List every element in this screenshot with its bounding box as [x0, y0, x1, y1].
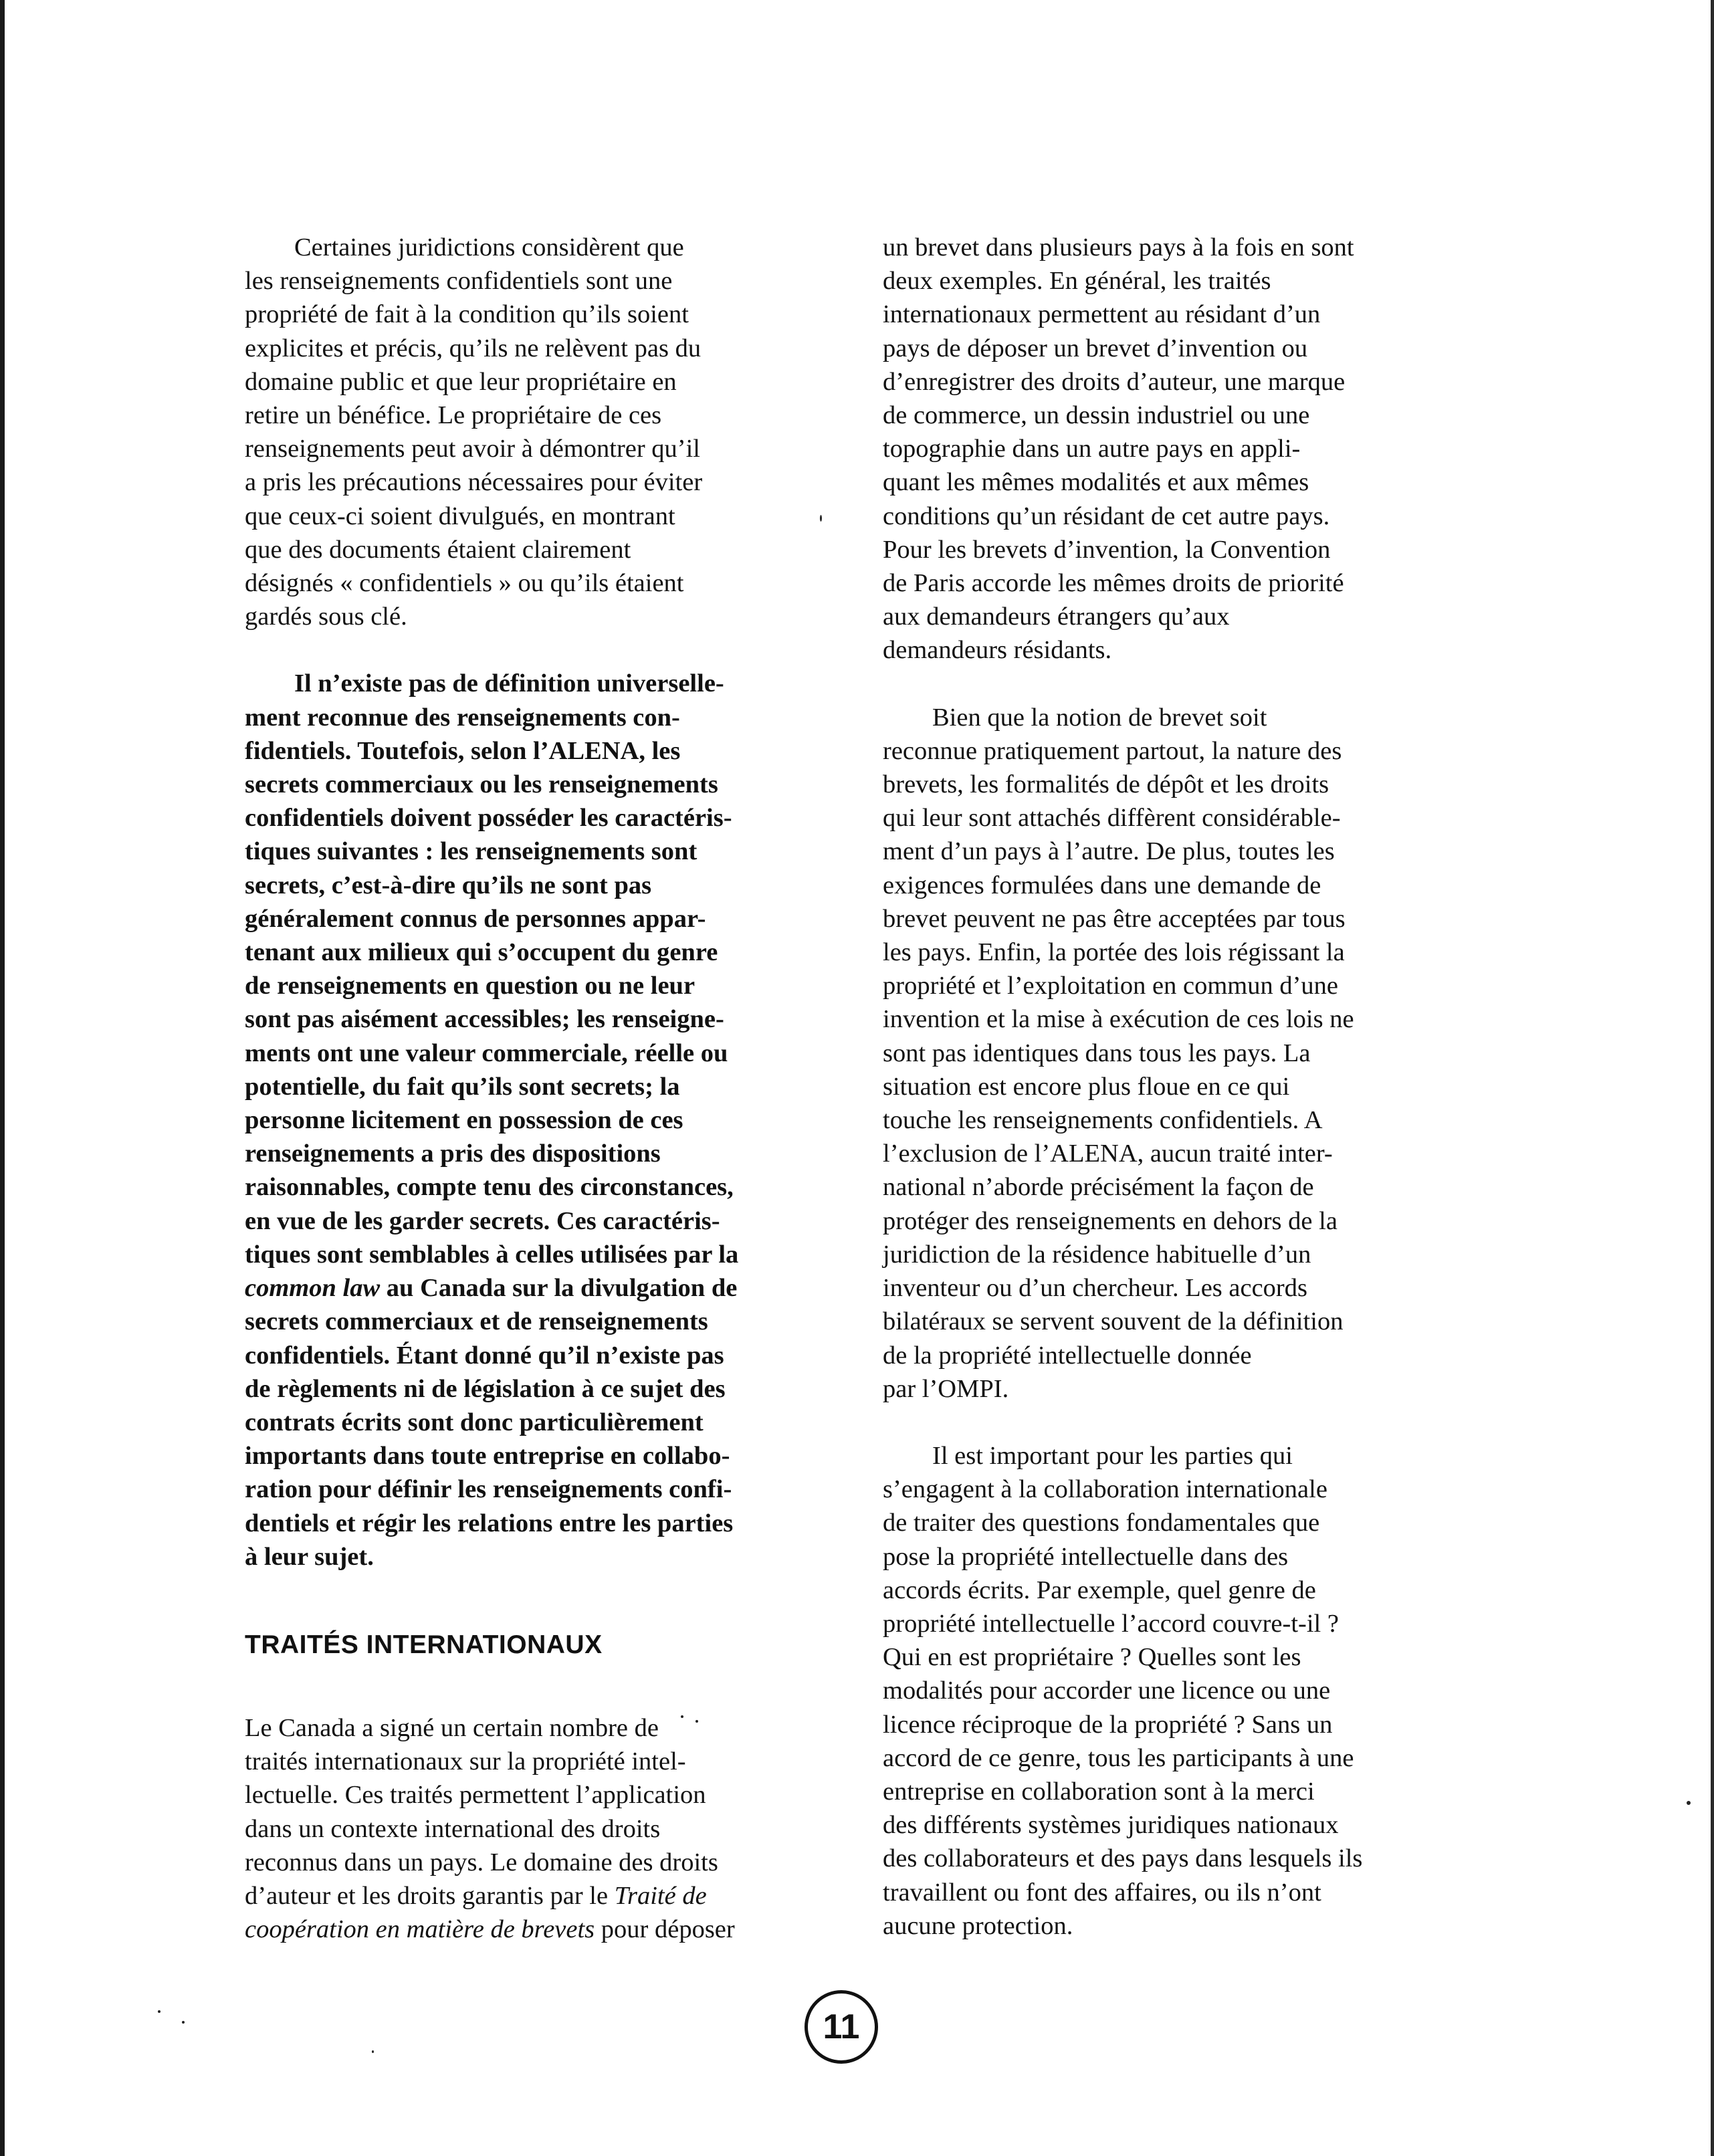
text-line: Pour les brevets d’invention, la Convention: [883, 535, 1331, 564]
text-line: Bien que la notion de brevet soit: [932, 703, 1267, 732]
text-line: Il est important pour les parties qui: [932, 1441, 1293, 1470]
text-line: retire un bénéfice. Le propriétaire de ces: [245, 401, 662, 430]
text-line: propriété intellectuelle l’accord couvre-t-il ?: [883, 1609, 1339, 1638]
text-line: travaillent ou font des affaires, ou ils n’ont: [883, 1878, 1321, 1907]
text-line: secrets, c’est-à-dire qu’ils ne sont pas: [245, 871, 652, 899]
text-line: brevets, les formalités de dépôt et les droits: [883, 770, 1329, 799]
text-line: demandeurs résidants.: [883, 636, 1112, 665]
text-line: ment d’un pays à l’autre. De plus, toutes les: [883, 837, 1335, 866]
text-line: dans un contexte international des droits: [245, 1814, 661, 1843]
text-line: domaine public et que leur propriétaire en: [245, 367, 677, 396]
text-line: traités internationaux sur la propriété intel-: [245, 1747, 686, 1776]
text-line: national n’aborde précisément la façon de: [883, 1173, 1314, 1202]
text-line: Certaines juridictions considèrent que: [294, 233, 684, 261]
text-line: tenant aux milieux qui s’occupent du genre: [245, 938, 718, 967]
text-line: s’engagent à la collaboration internationale: [883, 1475, 1327, 1504]
scan-speck: [820, 515, 822, 522]
text-line: que ceux-ci soient divulgués, en montrant: [245, 502, 675, 530]
right-column: [883, 231, 1455, 1943]
text-line: les pays. Enfin, la portée des lois régissant la: [883, 938, 1345, 967]
scan-speck: [1687, 1801, 1691, 1805]
paragraph-international-treaties: [245, 1711, 820, 1946]
text-line: ration pour définir les renseignements confi-: [245, 1475, 732, 1504]
text-line: fidentiels. Toutefois, selon l’ALENA, les: [245, 736, 681, 765]
text-line: qui leur sont attachés diffèrent considérable-: [883, 804, 1341, 833]
italic-treaty-title: Traité de: [614, 1881, 707, 1910]
text-line: de traiter des questions fondamentales que: [883, 1509, 1320, 1537]
text-line: propriété et l’exploitation en commun d’une: [883, 972, 1339, 1000]
text-line: secrets commerciaux et de renseignements: [245, 1307, 708, 1336]
page-number: 11: [823, 2008, 860, 2046]
text-line: importants dans toute entreprise en collabo-: [245, 1442, 730, 1471]
text-line: Il n’existe pas de définition universelle-: [294, 669, 724, 698]
text-line: tiques suivantes : les renseignements sont: [245, 837, 698, 866]
text-line: renseignements peut avoir à démontrer qu’il: [245, 435, 701, 463]
text-line: brevet peuvent ne pas être acceptées par tous: [883, 904, 1346, 933]
italic-term-common-law: common law: [245, 1274, 381, 1303]
text-line: Qui en est propriétaire ? Quelles sont les: [883, 1643, 1301, 1672]
text-line-with-italic: [245, 1271, 820, 1305]
text-line: désignés « confidentiels » ou qu’ils étaient: [245, 569, 684, 598]
text-line: gardés sous clé.: [245, 603, 407, 631]
page-number-circle: [805, 1990, 878, 2064]
text-line: un brevet dans plusieurs pays à la fois en sont: [883, 233, 1354, 261]
text-line: Le Canada a signé un certain nombre de: [245, 1713, 659, 1742]
text-line: ment reconnue des renseignements con-: [245, 703, 680, 732]
text-line: explicites et précis, qu’ils ne relèvent pas du: [245, 334, 702, 362]
scan-border-right: [1711, 0, 1714, 2156]
text-line: entreprise en collaboration sont à la merci: [883, 1777, 1315, 1806]
text-line: les renseignements confidentiels sont une: [245, 267, 673, 296]
text-line: modalités pour accorder une licence ou une: [883, 1677, 1331, 1705]
text-line: par l’OMPI.: [883, 1374, 1009, 1403]
italic-treaty-title: coopération en matière de brevets: [245, 1915, 595, 1944]
text-line: a pris les précautions nécessaires pour éviter: [245, 468, 703, 497]
text-line: pose la propriété intellectuelle dans des: [883, 1542, 1289, 1571]
text-line: inventeur ou d’un chercheur. Les accords: [883, 1274, 1307, 1303]
text-line: à leur sujet.: [245, 1542, 374, 1571]
text-line: exigences formulées dans une demande de: [883, 871, 1321, 899]
text-line: sont pas aisément accessibles; les renseigne-: [245, 1005, 724, 1034]
text-line: que des documents étaient clairement: [245, 535, 631, 564]
text-line: contrats écrits sont donc particulièrement: [245, 1408, 704, 1436]
paragraph-patents: [883, 701, 1455, 1406]
scan-border-left: [0, 0, 5, 2156]
text-line: quant les mêmes modalités et aux mêmes: [883, 468, 1309, 497]
text-line: internationaux permettent au résidant d’un: [883, 300, 1321, 329]
text-line: ments ont une valeur commerciale, réelle ou: [245, 1039, 728, 1067]
text-line: raisonnables, compte tenu des circonstances,: [245, 1173, 734, 1202]
text-line: aucune protection.: [883, 1911, 1073, 1940]
text-fragment: au Canada sur la divulgation de: [380, 1274, 738, 1303]
text-line: confidentiels doivent posséder les caractéris-: [245, 804, 732, 833]
text-line: des collaborateurs et des pays dans lesquels ils: [883, 1844, 1363, 1873]
text-line: de Paris accorde les mêmes droits de priorité: [883, 569, 1344, 598]
text-line: propriété de fait à la condition qu’ils soient: [245, 300, 689, 329]
text-line: topographie dans un autre pays en appli-: [883, 435, 1301, 463]
text-line: potentielle, du fait qu’ils sont secrets; la: [245, 1072, 680, 1101]
text-line: juridiction de la résidence habituelle d’un: [883, 1240, 1311, 1269]
paragraph-written-agreements: [883, 1439, 1455, 1943]
text-line: de renseignements en question ou ne leur: [245, 972, 695, 1000]
text-line: d’enregistrer des droits d’auteur, une marque: [883, 367, 1346, 396]
scan-speck: [158, 2010, 160, 2013]
text-line: de règlements ni de législation à ce sujet des: [245, 1374, 726, 1403]
text-line: l’exclusion de l’ALENA, aucun traité inter-: [883, 1140, 1333, 1168]
text-line: lectuelle. Ces traités permettent l’application: [245, 1781, 706, 1810]
paragraph-treaty-examples: [883, 231, 1455, 667]
text-fragment: pour déposer: [595, 1915, 735, 1944]
text-line: licence réciproque de la propriété ? Sans un: [883, 1710, 1333, 1739]
text-line: aux demandeurs étrangers qu’aux: [883, 603, 1230, 631]
text-line: pays de déposer un brevet d’invention ou: [883, 334, 1308, 362]
section-heading: TRAITÉS INTERNATIONAUX: [245, 1630, 603, 1659]
text-line: conditions qu’un résidant de cet autre pays.: [883, 502, 1330, 530]
text-line-with-italic: [245, 1913, 820, 1946]
text-line: des différents systèmes juridiques nationaux: [883, 1811, 1339, 1840]
text-line: accord de ce genre, tous les participants à une: [883, 1743, 1354, 1772]
paragraph-confidential-info: [245, 231, 820, 633]
text-line: touche les renseignements confidentiels. A: [883, 1106, 1323, 1135]
text-line: sont pas identiques dans tous les pays. La: [883, 1039, 1311, 1067]
text-line: de commerce, un dessin industriel ou une: [883, 401, 1310, 430]
text-line: de la propriété intellectuelle donnée: [883, 1341, 1252, 1370]
text-line: personne licitement en possession de ces: [245, 1106, 683, 1135]
text-line: en vue de les garder secrets. Ces caractéris-: [245, 1206, 720, 1235]
text-fragment: d’auteur et les droits garantis par le: [245, 1881, 615, 1910]
text-line: protéger des renseignements en dehors de la: [883, 1206, 1337, 1235]
text-line: généralement connus de personnes appar-: [245, 904, 706, 933]
scan-speck: [372, 2050, 374, 2053]
text-line: invention et la mise à exécution de ces lois ne: [883, 1005, 1354, 1034]
text-line: confidentiels. Étant donné qu’il n’existe pas: [245, 1341, 724, 1370]
text-line: dentiels et régir les relations entre les parties: [245, 1509, 734, 1537]
text-line: reconnue pratiquement partout, la nature des: [883, 736, 1342, 765]
text-line: accords écrits. Par exemple, quel genre de: [883, 1576, 1316, 1604]
text-line: deux exemples. En général, les traités: [883, 267, 1271, 296]
text-line: reconnus dans un pays. Le domaine des droits: [245, 1848, 718, 1876]
text-line: tiques sont semblables à celles utilisées par la: [245, 1240, 739, 1269]
text-line: situation est encore plus floue en ce qui: [883, 1072, 1290, 1101]
left-column: [245, 231, 820, 1946]
paragraph-alena-definition: [245, 667, 820, 1573]
text-line-with-italic: [245, 1879, 820, 1913]
scan-speck: [182, 2021, 185, 2024]
text-line: renseignements a pris des dispositions: [245, 1140, 661, 1168]
text-line: bilatéraux se servent souvent de la définition: [883, 1307, 1344, 1336]
text-line: secrets commerciaux ou les renseignements: [245, 770, 718, 799]
